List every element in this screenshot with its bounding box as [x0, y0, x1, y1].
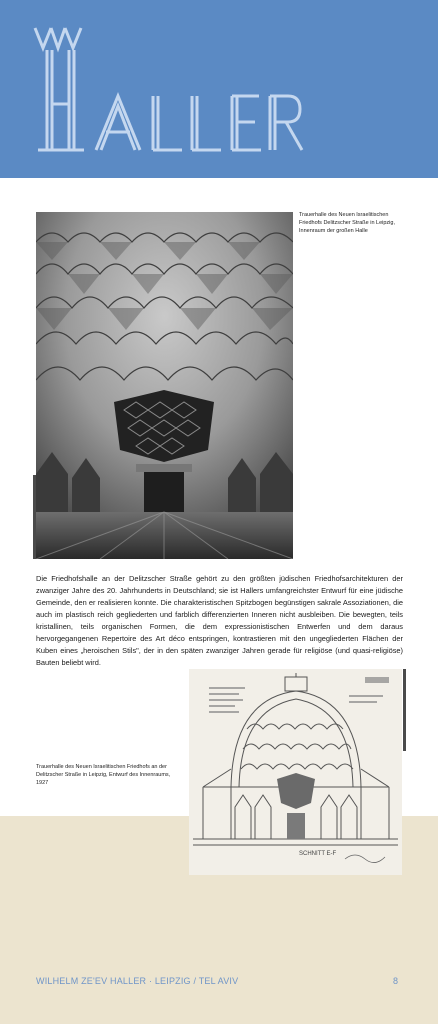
caption-line: Trauerhalle des Neuen Israelitischen Friedhofs an der [36, 764, 167, 770]
caption-line: Innenraum der großen Halle [299, 228, 368, 234]
page-number: 8 [393, 976, 399, 986]
caption-line: Friedhofs Delitzscher Straße in Leipzig, [299, 220, 395, 226]
figure-marker-bar [33, 475, 36, 559]
section-drawing [189, 669, 402, 875]
caption-line: Trauerhalle des Neuen Israelitischen [299, 212, 389, 218]
haller-logo [0, 0, 438, 178]
figure-marker-bar [403, 669, 406, 751]
hall-interior-photo [36, 212, 293, 559]
body-paragraph: Die Friedhofshalle an der Delitzscher Straße gehört zu den größten jüdischen Friedhofsarchitekturen der zwanziger Jahre des 20. Jahrhunderts in Deutschland; sie ist Hallers umfangreichster Entwurf für eine jüdische Gemeinde, den er realisieren konnte. Die charakteristischen Spitzbogen begünstigen sakrale Assoziationen, die auch im plastisch reich gegliederten und farblich differenzierten Inneren nicht ausbleiben. Die bewegten, teils kristallinen, teils organischen Formen, die dem expressionistischen Entwerfen und dem daraus hervorgegangenen Repertoire des Art déco entspringen, kontrastieren mit den ungegliederten Flächen der Kuben eines „heroischen Stils", der in den späten zwanziger Jahren gerade für religiöse (und quasi-religiöse) Bauten beliebt wird. [36, 574, 403, 667]
figure2-caption [36, 763, 176, 787]
figure1-caption [299, 211, 409, 235]
footer-title: WILHELM ZE'EV HALLER · LEIPZIG / TEL AVIV [36, 976, 239, 986]
drawing-label: SCHNITT E-F [299, 851, 337, 857]
caption-line: Delitzscher Straße in Leipzig, Entwurf des Innenraums, 1927 [36, 772, 171, 786]
